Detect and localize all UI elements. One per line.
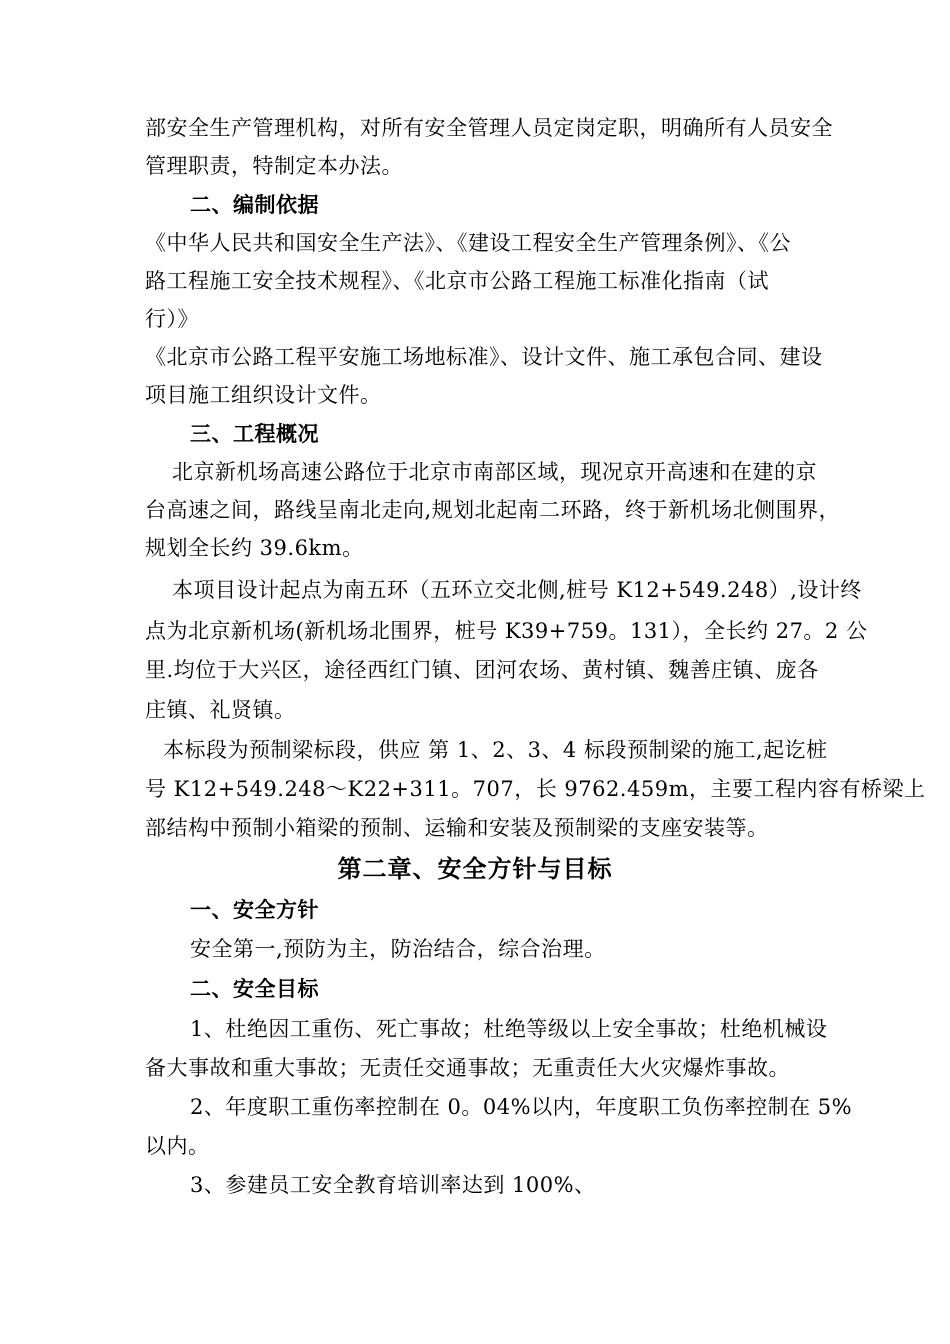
overview-p3-line-3: 部结构中预制小箱梁的预制、运输和安装及预制梁的支座安装等。: [145, 816, 769, 840]
overview-p1-line-3: 规划全长约 39.6km。: [145, 536, 364, 560]
overview-p1-line-1: 北京新机场高速公路位于北京市南部区域，现况京开高速和在建的京: [172, 460, 817, 484]
intro-line-2: 管理职责，特制定本办法。: [145, 154, 403, 178]
overview-p2-line-4: 庄镇、礼贤镇。: [145, 698, 296, 722]
goal-2-line-1: 2、年度职工重伤率控制在 0。04%以内，年度职工负伤率控制在 5%: [190, 1095, 853, 1119]
basis-line-4: 《北京市公路工程平安施工场地标准》、设计文件、施工承包合同、建设: [145, 345, 823, 369]
overview-p2-line-1: 本项目设计起点为南五环（五环立交北侧,桩号 K12+549.248）,设计终: [172, 578, 862, 602]
goal-1-line-2: 备大事故和重大事故；无责任交通事故；无重责任大火灾爆炸事故。: [145, 1056, 790, 1080]
goal-1-line-1: 1、杜绝因工重伤、死亡事故；杜绝等级以上安全事故；杜绝机械设: [190, 1017, 828, 1041]
overview-p1-line-2: 台高速之间，路线呈南北走向,规划北起南二环路，终于新机场北侧围界，: [145, 498, 841, 522]
basis-line-5: 项目施工组织设计文件。: [145, 383, 382, 407]
overview-p3-line-1: 本标段为预制梁标段，供应 第 1、2、3、4 标段预制梁的施工,起讫桩: [163, 738, 828, 762]
overview-p2-line-2: 点为北京新机场(新机场北围界，桩号 K39+759。131），全长约 27。2 公: [145, 619, 868, 643]
section-heading-policy: 一、安全方针: [190, 897, 319, 922]
overview-p3-line-2: 号 K12+549.248～K22+311。707，长 9762.459m，主要工程内容有桥梁上: [145, 777, 926, 801]
basis-line-2: 路工程施工安全技术规程》、《北京市公路工程施工标准化指南（试: [145, 269, 769, 293]
section-heading-goals: 二、安全目标: [190, 976, 319, 1001]
overview-p2-line-3: 里.均位于大兴区，途径西红门镇、团河农场、黄村镇、魏善庄镇、庞各: [145, 658, 819, 682]
intro-line-1: 部安全生产管理机构，对所有安全管理人员定岗定职，明确所有人员安全: [145, 116, 833, 140]
policy-text: 安全第一,预防为主，防治结合，综合治理。: [190, 937, 606, 961]
section-heading-basis: 二、编制依据: [190, 192, 319, 217]
chapter-title: 第二章、安全方针与目标: [337, 854, 613, 883]
basis-line-3: 行）》: [145, 307, 199, 331]
basis-line-1: 《中华人民共和国安全生产法》、《建设工程安全生产管理条例》、《公: [145, 231, 791, 255]
section-heading-overview: 三、工程概况: [190, 421, 319, 446]
goal-2-line-2: 以内。: [145, 1134, 210, 1158]
goal-3-line-1: 3、参建员工安全教育培训率达到 100%、: [190, 1173, 596, 1197]
